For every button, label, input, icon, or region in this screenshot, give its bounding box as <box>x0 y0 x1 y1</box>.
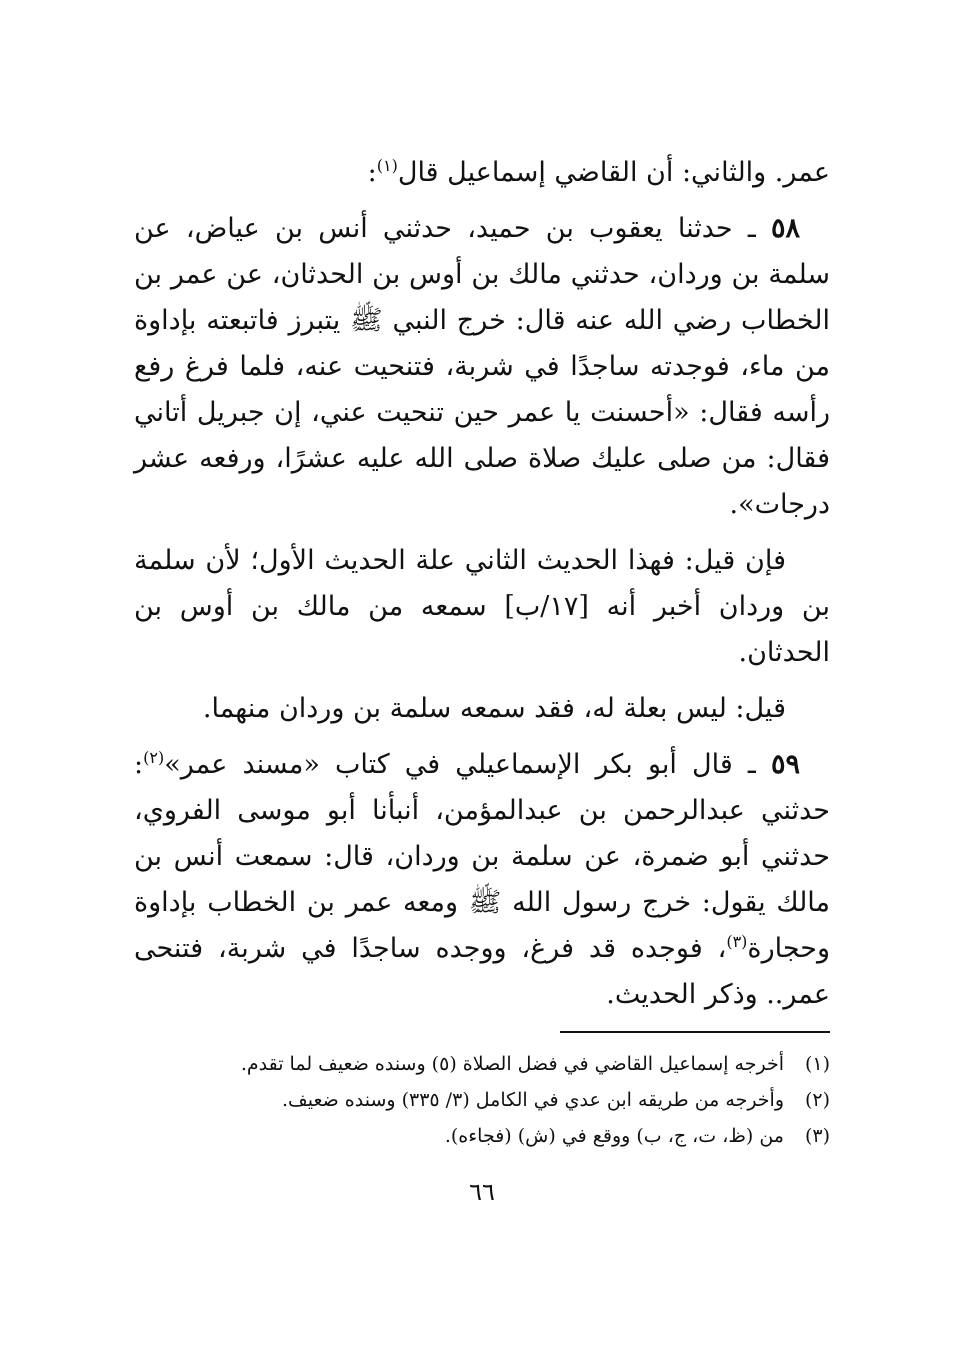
hadith-58 <box>134 206 830 528</box>
footnote-ref-2: (٢) <box>143 748 165 767</box>
footnote-1 <box>134 1046 830 1082</box>
hadith-59-text-b: : حدثني عبدالرحمن بن عبدالمؤمن، أنبأنا أبو موسى الفروي، حدثني أبو ضمرة، عن سلمة بن وردان، قال: سمعت أنس بن مالك يقول: خرج رسول الله ﷺ ومعه عمر بن الخطاب بإداوة وحجارة <box>134 749 830 964</box>
footnote-2 <box>134 1082 830 1118</box>
footnotes <box>134 1046 830 1154</box>
intro-text: عمر. والثاني: أن القاضي إسماعيل قال <box>397 157 830 188</box>
footnote-text: من (ظ، ت، ج، ب) ووقع في (ش) (فجاءه). <box>444 1125 784 1147</box>
hadith-59-text-a: ـ قال أبو بكر الإسماعيلي في كتاب «مسند عمر» <box>164 749 771 780</box>
footnote-marker: (٣) <box>804 1125 830 1147</box>
footnote-marker: (١) <box>804 1053 830 1075</box>
footnote-ref-1: (١) <box>376 156 398 175</box>
hadith-number-59: ٥٩ <box>770 749 800 780</box>
hadith-number-58: ٥٨ <box>770 213 800 244</box>
footnote-separator <box>560 1031 830 1033</box>
hadith-59 <box>134 742 830 1018</box>
hadith-59-text-c: ، فوجده قد فرغ، ووجده ساجدًا في شربة، فتنحى عمر.. وذكر الحديث. <box>134 933 830 1010</box>
footnote-text: وأخرجه من طريقه ابن عدي في الكامل (٣/ ٣٣٥) وسنده ضعيف. <box>282 1089 784 1111</box>
page-body <box>134 150 830 1028</box>
intro-tail: : <box>367 157 377 188</box>
page-number: ٦٦ <box>469 1178 495 1206</box>
objection-paragraph: فإن قيل: فهذا الحديث الثاني علة الحديث الأول؛ لأن سلمة بن وردان أخبر أنه [١٧/ب] سمعه من مالك بن أوس بن الحدثان. <box>134 545 830 668</box>
footnote-ref-3: (٣) <box>726 932 748 951</box>
footnote-3 <box>134 1118 830 1154</box>
intro-paragraph <box>134 150 830 196</box>
hadith-58-text: ـ حدثنا يعقوب بن حميد، حدثني أنس بن عياض، عن سلمة بن وردان، حدثني مالك بن أوس بن الحدثان، عن عمر بن الخطاب رضي الله عنه قال: خرج النبي ﷺ يتبرز فاتبعته بإداوة من ماء، فوجدته ساجدًا في شربة، فتنحيت عنه، فلما فرغ رفع رأسه فقال: «أحسنت يا عمر حين تنحيت عني، إن جبريل أتاني فقال: من صلى عليك صلاة صلى الله عليه عشرًا، ورفعه عشر درجات». <box>134 213 830 520</box>
footnote-text: أخرجه إسماعيل القاضي في فضل الصلاة (٥) وسنده ضعيف لما تقدم. <box>240 1053 784 1075</box>
reply-paragraph: قيل: ليس بعلة له، فقد سمعه سلمة بن وردان منهما. <box>202 693 786 724</box>
footnote-marker: (٢) <box>804 1089 830 1111</box>
